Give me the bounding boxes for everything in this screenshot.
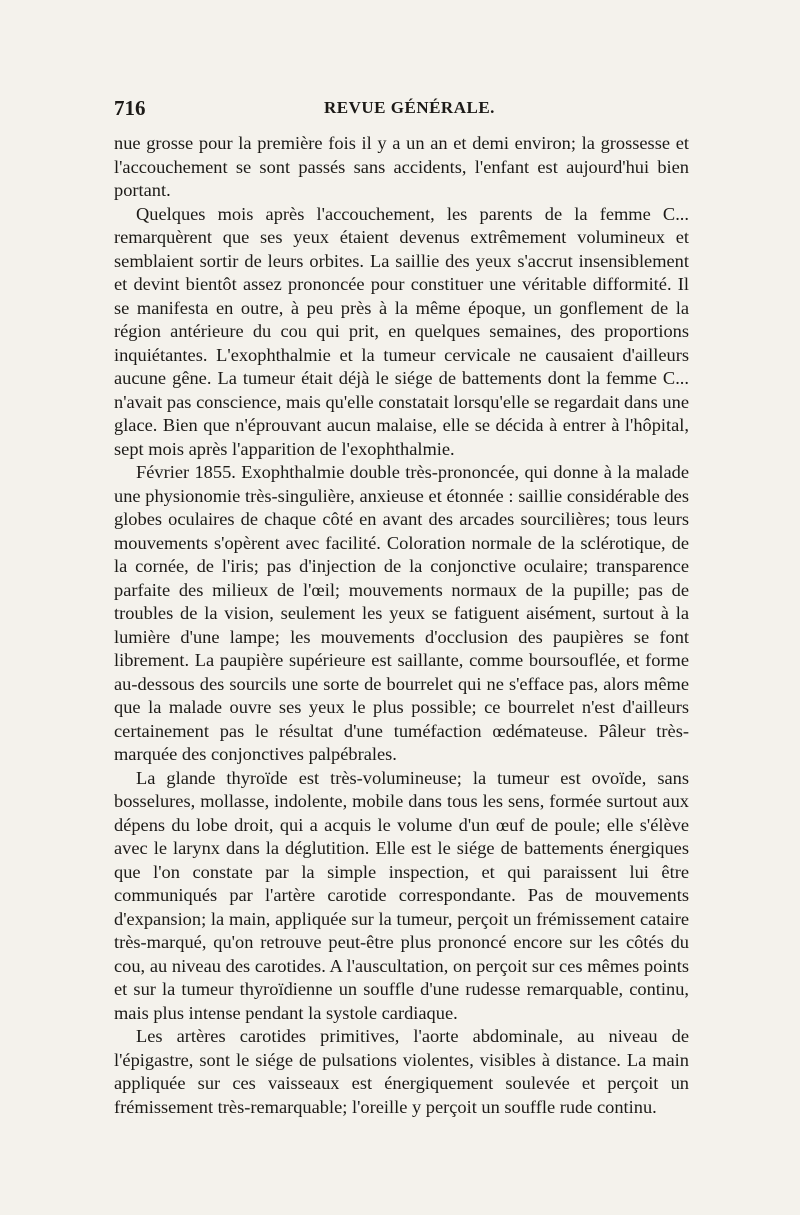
paragraph-onset: Quelques mois après l'accouchement, les parents de la femme C... remarquèrent que ses yeux étaient devenus extrêmement volumineux et semblaient sortir de leurs orbites. La saillie des yeux s'accrut insensiblement et devint bientôt assez prononcée pour constituer une véritable difformité. Il se manifesta en outre, à peu près à la même époque, un gonflement de la région antérieure du cou qui prit, en quelques semaines, des proportions inquiétantes. L'exophthalmie et la tumeur cervicale ne causaient d'ailleurs aucune gêne. La tumeur était déjà le siége de battements dont la femme C... n'avait pas conscience, mais qu'elle constatait lorsqu'elle se regardait dans une glace. Bien que n'éprouvant aucun malaise, elle se décida à entrer à l'hôpital, sept mois après l'apparition de l'exophthalmie. bbox=[114, 203, 689, 459]
page-number: 716 bbox=[114, 96, 146, 120]
paragraph-examination-eyes: Février 1855. Exophthalmie double très-prononcée, qui donne à la malade une physionomie très-singulière, anxieuse et étonnée : saillie considérable des globes oculaires de chaque côté en avant des arcades sourcilières; tous leurs mouvements s'opèrent avec facilité. Coloration normale de la sclérotique, de la cornée, de l'iris; pas d'injection de la conjonctive oculaire; transparence parfaite des milieux de l'œil; mouvements normaux de la pupille; pas de troubles de la vision, seulement les yeux se fatiguent aisément, surtout à la lumière d'une lampe; les mouvements d'occlusion des paupières se font librement. La paupière supérieure est saillante, comme boursouflée, et forme au-dessous des sourcils une sorte de bourrelet qui ne s'efface pas, alors même que la malade ouvre ses yeux le plus possible; ce bourrelet n'est d'ailleurs certainement pas le résultat d'une tuméfaction œdémateuse. Pâleur très-marquée des conjonctives palpébrales. bbox=[114, 462, 689, 764]
paragraph-thyroid: La glande thyroïde est très-volumineuse; la tumeur est ovoïde, sans bosselures, mollasse, indolente, mobile dans tous les sens, formée surtout aux dépens du lobe droit, qui a acquis le volume d'un œuf de poule; elle s'élève avec le larynx dans la déglutition. Elle est le siége de battements énergiques que l'on constate par la simple inspection, et qui paraissent lui être communiqués par l'artère carotide correspondante. Pas de mouvements d'expansion; la main, appliquée sur la tumeur, perçoit un frémissement cataire très-marqué, qu'on retrouve peut-être plus prononcé encore sur les côtés du cou, au niveau des carotides. A l'auscultation, on perçoit sur ces mêmes points et sur la tumeur thyroïdienne un souffle d'une rudesse remarquable, continu, mais plus intense pendant la systole cardiaque. bbox=[114, 767, 689, 1023]
body-text bbox=[114, 132, 689, 1119]
running-title: REVUE GÉNÉRALE. bbox=[324, 98, 495, 117]
paragraph-arteries: Les artères carotides primitives, l'aorte abdominale, au niveau de l'épigastre, sont le siége de pulsations violentes, visibles à distance. La main appliquée sur ces vaisseaux est énergiquement soulevée et perçoit un frémissement très-remarquable; l'oreille y perçoit un souffle rude continu. bbox=[114, 1026, 689, 1117]
page-header bbox=[114, 96, 689, 122]
paragraph-continuation: nue grosse pour la première fois il y a un an et demi environ; la grossesse et l'accouchement se sont passés sans accidents, l'enfant est aujourd'hui bien portant. bbox=[114, 133, 689, 200]
